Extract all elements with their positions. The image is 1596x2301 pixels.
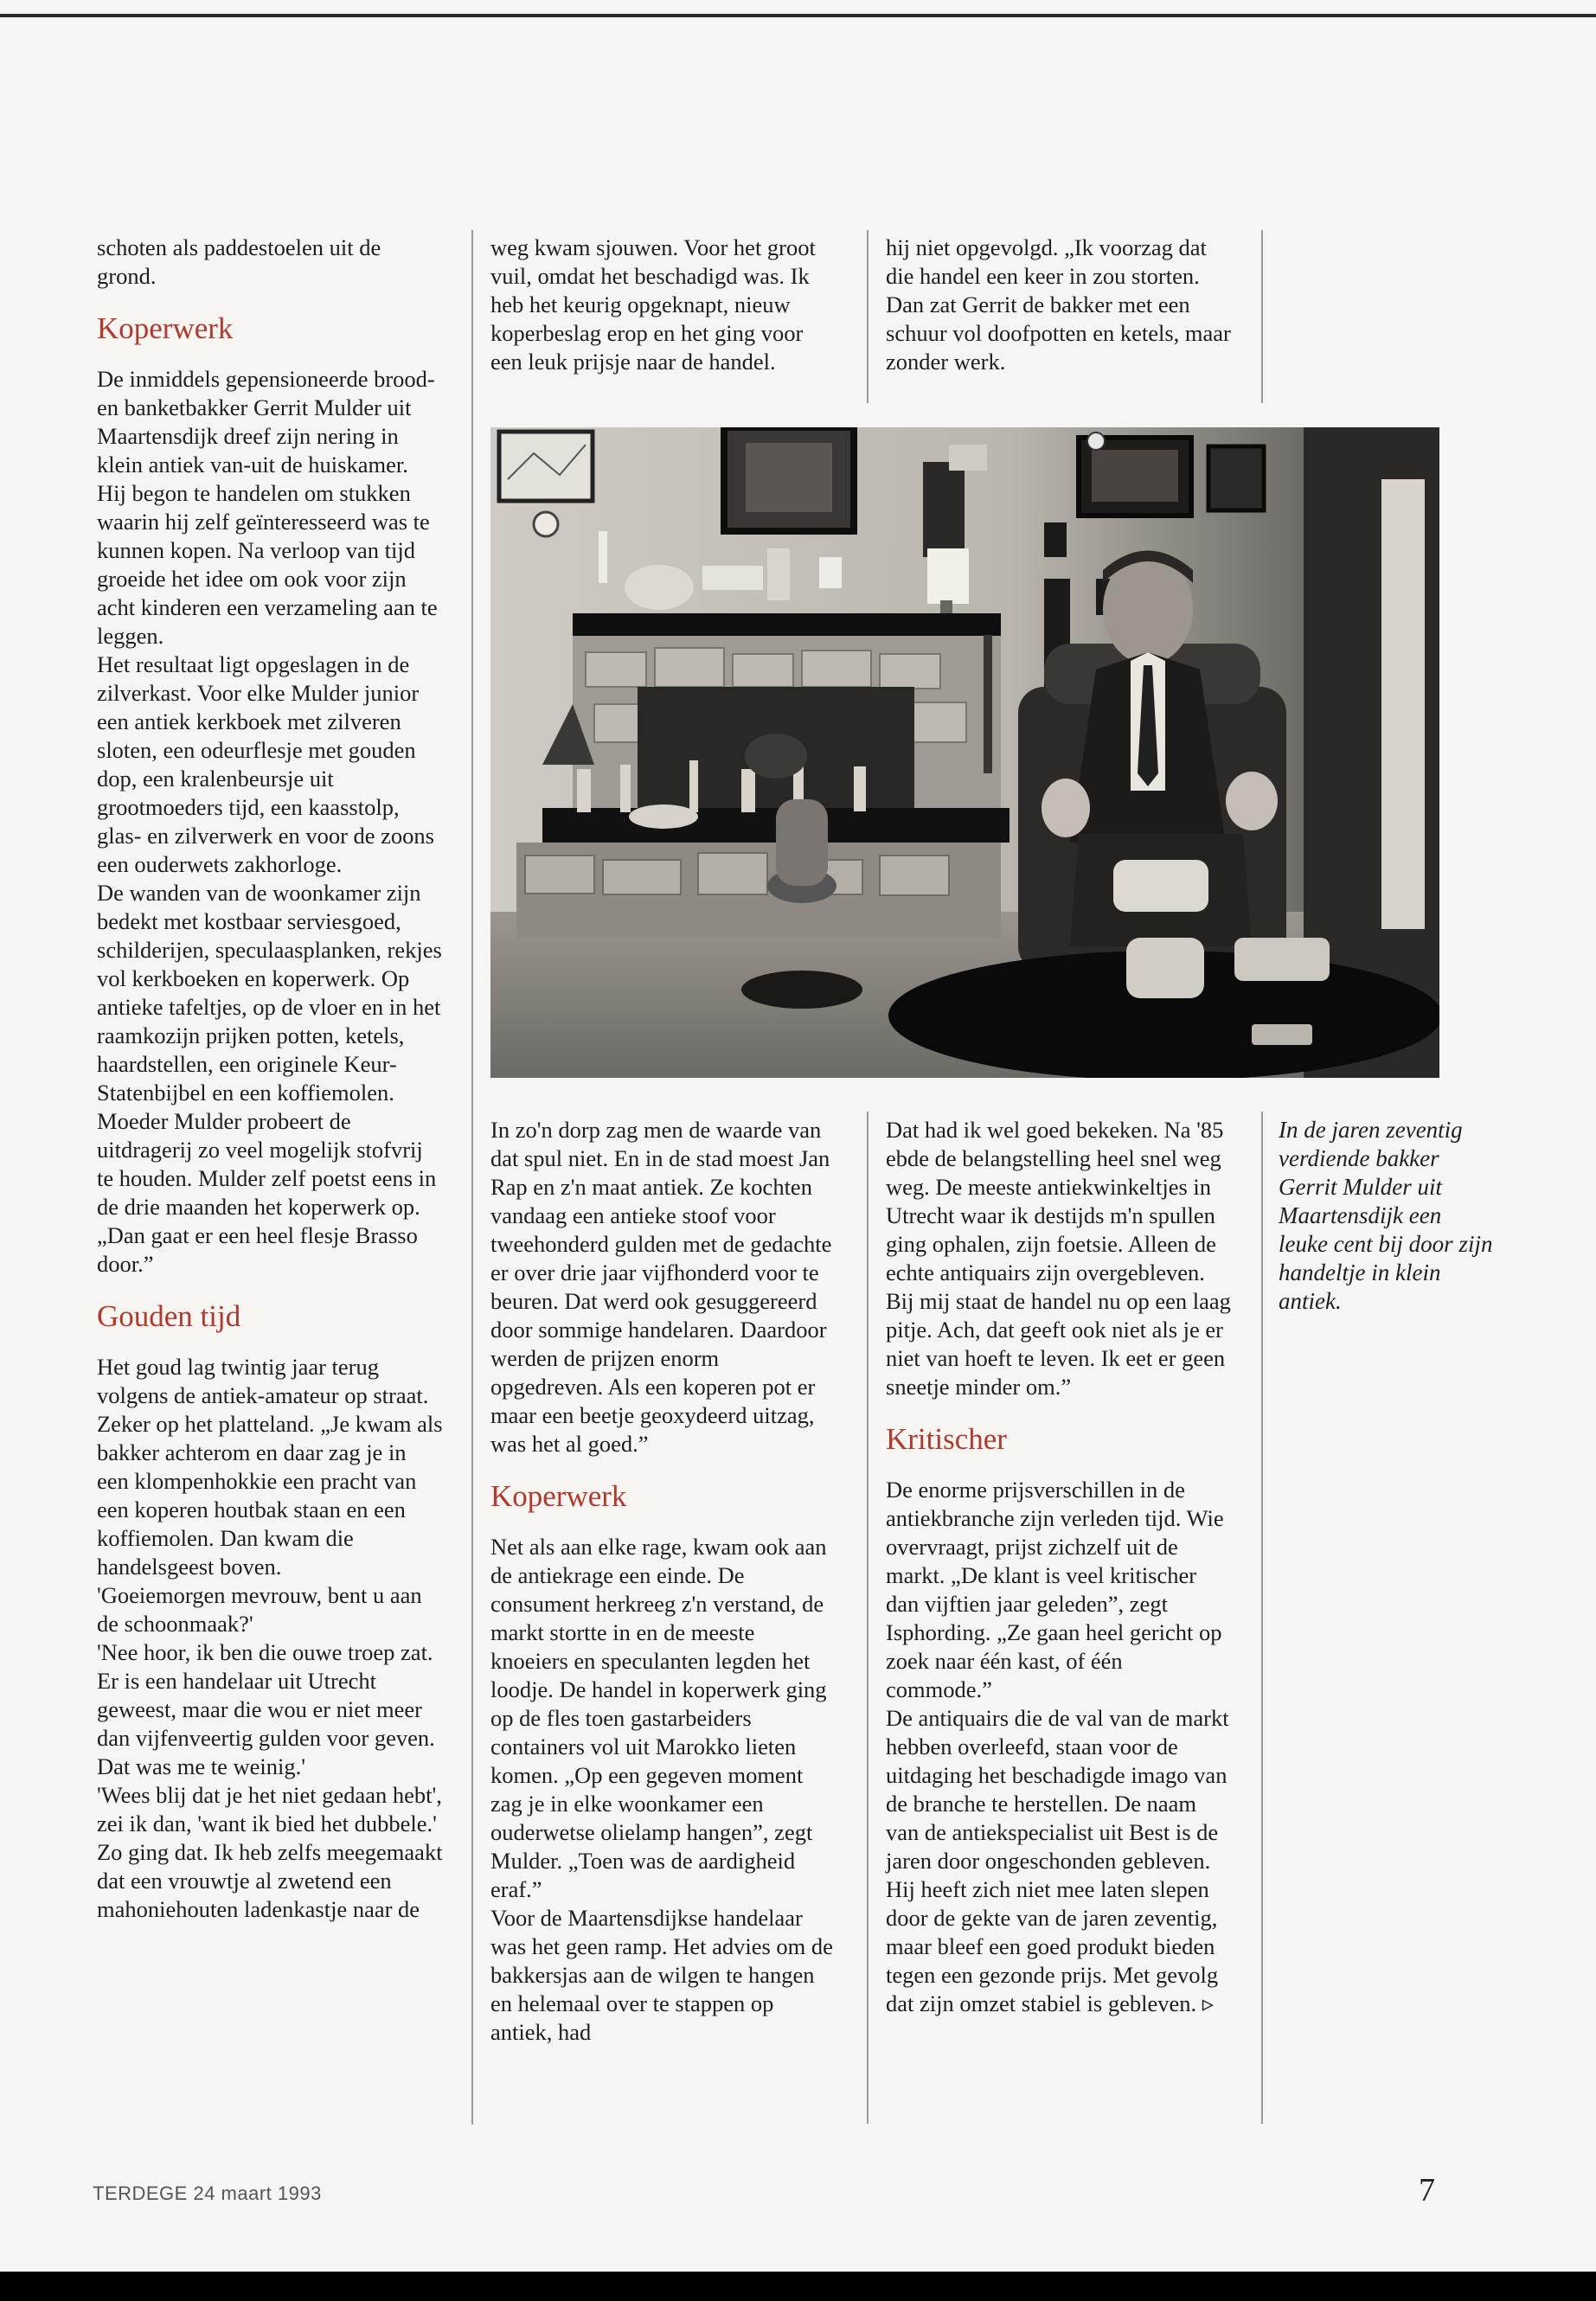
section-heading-kritischer: Kritischer — [886, 1422, 1007, 1456]
paragraph: Dat had ik wel goed bekeken. Na '85 ebde de belangstelling heel snel weg weg. De meeste antiekwinkeltjes in Utrecht waar ik destijds m'n spullen ging ophalen, zijn foetsie. Alleen de echte antiquairs zijn overgebleven. Bij mij staat de handel nu op een laag pitje. Ach, dat geeft ook niet als je er niet van hoeft te leven. Ik eet er geen sneetje minder om.” — [886, 1117, 1231, 1400]
column-c-top — [886, 234, 1232, 376]
paragraph: Voor de Maartensdijkse handelaar was het geen ramp. Het advies om de bakkersjas aan de wilgen te hangen en helemaal over te stappen op antiek, had — [490, 1905, 833, 2045]
column-rule — [867, 230, 869, 403]
paragraph: schoten als paddestoelen uit de grond. — [97, 234, 381, 289]
paragraph: 'Wees blij dat je het niet gedaan hebt', zei ik dan, 'want ik bied het dubbele.' Zo ging dat. Ik heb zelfs meegemaakt dat een vrouwtje al zwetend een mahoniehouten ladenkastje naar de — [97, 1782, 443, 1922]
paragraph: De inmiddels gepensioneerde brood- en banketbakker Gerrit Mulder uit Maartensdijk dreef zijn nering in klein antiek van-uit de huiskamer. Hij begon te handelen om stukken waarin hij zelf geïnteresseerd was te kunnen kopen. Na verloop van tijd groeide het idee om ook voor zijn acht kinderen een verzameling aan te leggen. — [97, 366, 438, 649]
paragraph: 'Goeiemorgen mevrouw, bent u aan de schoonmaak?' — [97, 1582, 422, 1637]
paragraph: Het resultaat ligt opgeslagen in de zilverkast. Voor elke Mulder junior een antiek kerkboek met zilveren sloten, een odeurflesje met gouden dop, een kralenbeursje uit grootmoeders tijd, een kaasstolp, glas- en zilverwerk en voor de zoons een ouderwets zakhorloge. — [97, 651, 434, 877]
column-rule — [471, 230, 473, 2125]
paragraph: In zo'n dorp zag men de waarde van dat spul niet. En in de stad moest Jan Rap en z'n maat antiek. Ze kochten vandaag een antieke stoof voor tweehonderd gulden met de gedachte er over drie jaar vijfhonderd voor te beuren. Dat werd ook gesuggereerd door sommige handelaren. Daardoor werden de prijzen enorm opgedreven. Als een koperen pot er maar een beetje geoxydeerd uitzag, was het al goed.” — [490, 1117, 832, 1457]
section-heading-gouden-tijd: Gouden tijd — [97, 1299, 241, 1333]
column-rule — [1261, 1112, 1263, 2124]
paragraph: De wanden van de woonkamer zijn bedekt met kostbaar serviesgoed, schilderijen, speculaasplanken, rekjes vol kerkboeken en koperwerk. Op antieke tafeltjes, op de vloer en in het raamkozijn prijken potten, ketels, haardstellen, een originele Keur-Statenbijbel en een koffiemolen. Moeder Mulder probeert de uitdragerij zo veel mogelijk stofvrij te houden. Mulder zelf poetst eens in de drie maanden het koperwerk op. „Dan gaat er een heel flesje Brasso door.” — [97, 880, 442, 1277]
column-b-bottom — [490, 1116, 835, 2047]
column-b-top — [490, 234, 835, 376]
top-rule — [0, 14, 1596, 17]
page-number: 7 — [1419, 2172, 1435, 2208]
paragraph: De antiquairs die de val van de markt hebben overleefd, staan voor de uitdaging het beschadigde imago van de branche te herstellen. De naam van de antiekspecialist uit Best is de jaren door ongeschonden gebleven. Hij heeft zich niet mee laten slepen door de gekte van de jaren zeventig, maar bleef een goed produkt bieden tegen een gezonde prijs. Met gevolg dat zijn omzet stabiel is gebleven. ▹ — [886, 1705, 1229, 2016]
column-rule — [867, 1112, 869, 2124]
caption-text: In de jaren zeventig verdiende bakker Gerrit Mulder uit Maartensdijk een leuke cent bij door zijn handeltje in klein antiek. — [1279, 1117, 1493, 1314]
section-heading-koperwerk-2: Koperwerk — [490, 1479, 627, 1513]
paragraph: hij niet opgevolgd. „Ik voorzag dat die handel een keer in zou storten. Dan zat Gerrit de bakker met een schuur vol doofpotten en ketels, maar zonder werk. — [886, 234, 1231, 375]
section-heading-koperwerk: Koperwerk — [97, 311, 234, 345]
paragraph: Net als aan elke rage, kwam ook aan de antiekrage een einde. De consument herkreeg z'n verstand, de markt stortte in en de meeste knoeiers en speculanten legden het loodje. De handel in koperwerk ging op de fles toen gastarbeiders containers vol uit Marokko lieten komen. „Op een gegeven moment zag je in elke woonkamer een ouderwetse olielamp hangen”, zegt Mulder. „Toen was de aardigheid eraf.” — [490, 1534, 827, 1902]
photo-illustration — [490, 427, 1439, 1078]
column-c-bottom — [886, 1116, 1232, 2018]
photo-caption — [1279, 1116, 1495, 1316]
column-rule — [1261, 230, 1263, 403]
paragraph: Het goud lag twintig jaar terug volgens de antiek-amateur op straat. Zeker op het platteland. „Je kwam als bakker achterom en daar zag je in een klompenhokkie een pracht van een koperen houtbak staan en een koffiemolen. Dan kwam die handelsgeest boven. — [97, 1354, 443, 1580]
paragraph: De enorme prijsverschillen in de antiekbranche zijn verleden tijd. Wie overvraagt, prijst zichzelf uit de markt. „De klant is veel kritischer dan vijftien jaar geleden”, zegt Isphording. „Ze gaan heel gericht op zoek naar één kast, of één commode.” — [886, 1477, 1224, 1702]
paragraph: weg kwam sjouwen. Voor het groot vuil, omdat het beschadigd was. Ik heb het keurig opgeknapt, nieuw koperbeslag erop en het ging voor een leuk prijsje naar de handel. — [490, 234, 816, 375]
footer-publication: TERDEGE 24 maart 1993 — [93, 2182, 322, 2204]
column-a — [97, 234, 443, 1924]
paragraph: 'Nee hoor, ik ben die ouwe troep zat. Er is een handelaar uit Utrecht geweest, maar die wou er niet meer dan vijfenveertig gulden voor geven. Dat was me te weinig.' — [97, 1639, 435, 1779]
bottom-scan-edge — [0, 2272, 1596, 2301]
article-photo — [490, 427, 1439, 1078]
